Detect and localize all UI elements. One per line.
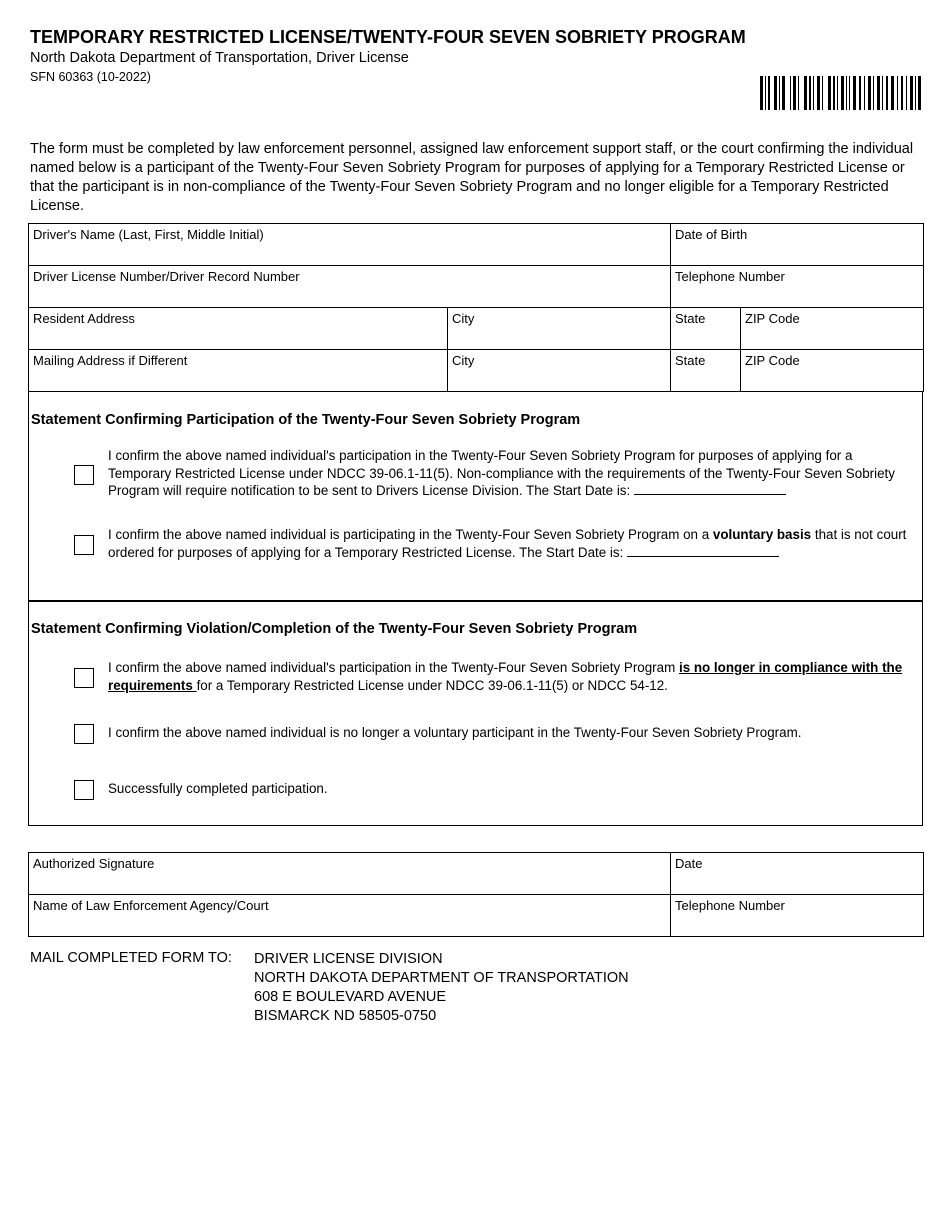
agency-subtitle: North Dakota Department of Transportation, Driver License [30, 50, 409, 66]
agency-name-label: Name of Law Enforcement Agency/Court [33, 898, 269, 913]
mailing-city-field[interactable] [448, 350, 671, 392]
address-line: NORTH DAKOTA DEPARTMENT OF TRANSPORTATION [254, 970, 629, 986]
agency-telephone-label: Telephone Number [675, 898, 785, 913]
completed-participation-text: Successfully completed participation. [108, 781, 328, 796]
form-title: TEMPORARY RESTRICTED LICENSE/TWENTY-FOUR SEVEN SOBRIETY PROGRAM [30, 27, 746, 47]
telephone-field[interactable] [671, 266, 924, 308]
drivers-name-label: Driver's Name (Last, First, Middle Initial) [33, 227, 264, 242]
agency-telephone-field[interactable] [671, 895, 924, 937]
resident-city-label: City [452, 311, 475, 326]
start-date-field-2[interactable] [627, 544, 779, 557]
mailing-address-field[interactable] [29, 350, 448, 392]
date-of-birth-field[interactable] [671, 224, 924, 266]
address-line: 608 E BOULEVARD AVENUE [254, 989, 447, 1005]
resident-zip-label: ZIP Code [745, 311, 800, 326]
license-number-label: Driver License Number/Driver Record Number [33, 269, 300, 284]
mailing-state-label: State [675, 353, 706, 368]
signature-date-field[interactable] [671, 853, 924, 895]
completed-participation-checkbox[interactable] [74, 780, 94, 800]
court-ordered-participation-text: I confirm the above named individual's participation in the Twenty-Four Seven Sobriety Program for purposes of applying for a Temporary Restricted License under NDCC 39-06.1-11(5). Non-compliance with the requirements of the Twenty-Four Seven Sobriety Program will require notification to be sent to Drivers License Division. The Start Date is: [108, 448, 895, 498]
signature-date-label: Date [675, 856, 703, 871]
authorized-signature-label: Authorized Signature [33, 856, 155, 871]
agency-name-field[interactable] [29, 895, 671, 937]
start-date-field-1[interactable] [634, 482, 786, 495]
address-line: DRIVER LICENSE DIVISION [254, 951, 443, 967]
intro-paragraph: The form must be completed by law enforcement personnel, assigned law enforcement support staff, or the court confirming the individual named below is a participant of the Twenty-Four Seven Sobriety Program for purposes of applying for a Temporary Restricted License or that the participant is in non-compliance of the Twenty-Four Seven Sobriety Program and no longer eligible for a Temporary Restricted License. [30, 141, 914, 214]
court-ordered-participation-checkbox[interactable] [74, 465, 94, 485]
mailing-address-label: Mailing Address if Different [33, 353, 188, 368]
mailing-state-field[interactable] [671, 350, 741, 392]
address-line: BISMARCK ND 58505-0750 [254, 1008, 437, 1024]
form-number: SFN 60363 (10-2022) [30, 70, 151, 84]
mail-to-label: MAIL COMPLETED FORM TO: [30, 950, 232, 966]
mailing-address-block [254, 950, 629, 1026]
mailing-zip-label: ZIP Code [745, 353, 800, 368]
resident-state-field[interactable] [671, 308, 741, 350]
telephone-label: Telephone Number [675, 269, 785, 284]
resident-city-field[interactable] [448, 308, 671, 350]
resident-state-label: State [675, 311, 706, 326]
participation-heading: Statement Confirming Participation of the Twenty-Four Seven Sobriety Program [31, 412, 581, 428]
resident-zip-field[interactable] [741, 308, 924, 350]
date-of-birth-label: Date of Birth [675, 227, 748, 242]
no-longer-voluntary-checkbox[interactable] [74, 724, 94, 744]
violation-section [28, 600, 923, 826]
mailing-zip-field[interactable] [741, 350, 924, 392]
driver-info-table [28, 223, 924, 392]
voluntary-participation-checkbox[interactable] [74, 535, 94, 555]
drivers-name-field[interactable] [29, 224, 671, 266]
resident-address-label: Resident Address [33, 311, 135, 326]
no-longer-voluntary-text: I confirm the above named individual is no longer a voluntary participant in the Twenty-Four Seven Sobriety Program. [108, 725, 802, 740]
violation-heading: Statement Confirming Violation/Completion of the Twenty-Four Seven Sobriety Program [31, 621, 638, 637]
voluntary-participation-text: I confirm the above named individual is participating in the Twenty-Four Seven Sobriety Program on a voluntary basis that is not court ordered for purposes of applying for a Temporary Restricted License. The Start Date is: [108, 527, 907, 560]
non-compliance-text: I confirm the above named individual's participation in the Twenty-Four Seven Sobriety Program is no longer in compliance with the requirements for a Temporary Restricted License under NDCC 39-06.1-11(5) or NDCC 54-12. [108, 660, 903, 693]
signature-table [28, 852, 924, 937]
license-number-field[interactable] [29, 266, 671, 308]
authorized-signature-field[interactable] [29, 853, 671, 895]
participation-section [28, 391, 923, 602]
resident-address-field[interactable] [29, 308, 448, 350]
non-compliance-checkbox[interactable] [74, 668, 94, 688]
mailing-city-label: City [452, 353, 475, 368]
barcode-icon [760, 76, 922, 110]
